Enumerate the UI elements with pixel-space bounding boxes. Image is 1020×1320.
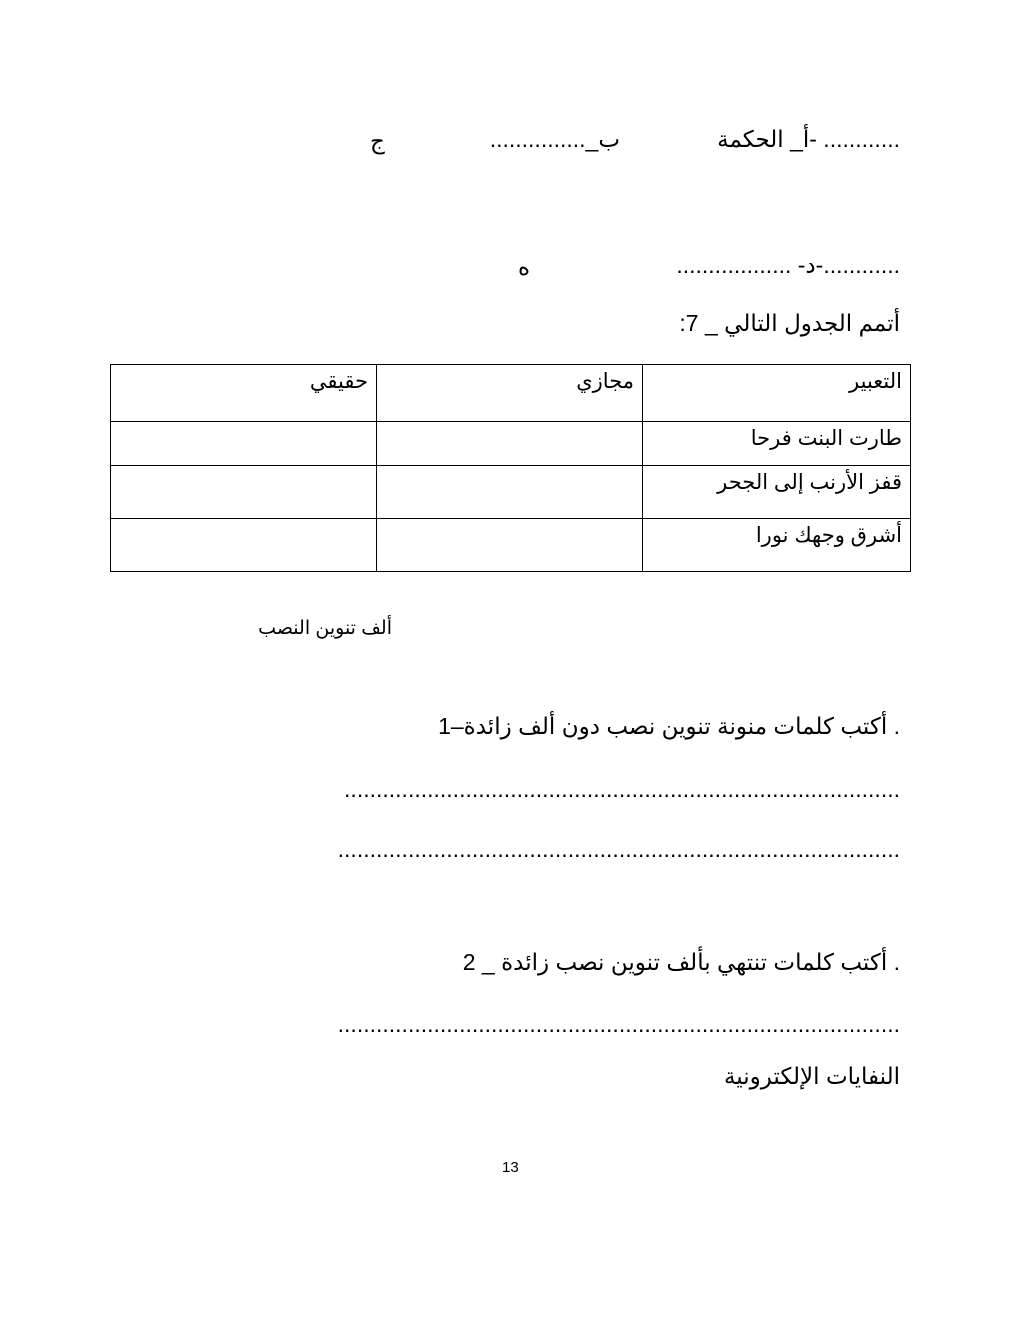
figurative-cell[interactable]: [377, 422, 643, 466]
header-figurative: مجازي: [377, 365, 643, 422]
option-d-blank: ............-د- ..................: [676, 252, 900, 278]
header-literal: حقيقي: [111, 365, 377, 422]
option-c-label: ج: [370, 128, 385, 154]
answer-line-3[interactable]: ........................................................................................: [337, 1011, 900, 1037]
expression-cell: قفز الأرنب إلى الجحر: [643, 466, 911, 519]
answer-line-2[interactable]: ........................................................................................: [337, 836, 900, 862]
header-expression: التعبير: [643, 365, 911, 422]
table-row: [111, 466, 911, 519]
answer-line-1[interactable]: .......................................................................................: [344, 776, 900, 802]
figurative-cell[interactable]: [377, 519, 643, 572]
option-e-label: ه: [518, 254, 531, 280]
literal-cell[interactable]: [111, 422, 377, 466]
figurative-cell[interactable]: [377, 466, 643, 519]
literal-cell[interactable]: [111, 519, 377, 572]
footer-heading-ewaste: النفايات الإلكترونية: [723, 1063, 900, 1089]
table-row: [111, 519, 911, 572]
option-b-blank: ب_...............: [489, 126, 620, 152]
table-row: [111, 422, 911, 466]
option-a-alhikma: ............ -أ_ الحكمة: [717, 126, 900, 152]
expression-cell: طارت البنت فرحا: [643, 422, 911, 466]
literal-cell[interactable]: [111, 466, 377, 519]
question-1-text: . أكتب كلمات منونة تنوين نصب دون ألف زائدة–1: [438, 713, 900, 739]
expressions-table: [110, 364, 911, 572]
question-2-text: . أكتب كلمات تنتهي بألف تنوين نصب زائدة _ 2: [462, 949, 900, 975]
expression-cell: أشرق وجهك نورا: [643, 519, 911, 572]
question-7-title: أتمم الجدول التالي _ 7:: [679, 310, 900, 336]
page-number: 13: [502, 1159, 519, 1176]
section-heading-tanween: ألف تنوين النصب: [258, 618, 392, 639]
table-header-row: [111, 365, 911, 422]
